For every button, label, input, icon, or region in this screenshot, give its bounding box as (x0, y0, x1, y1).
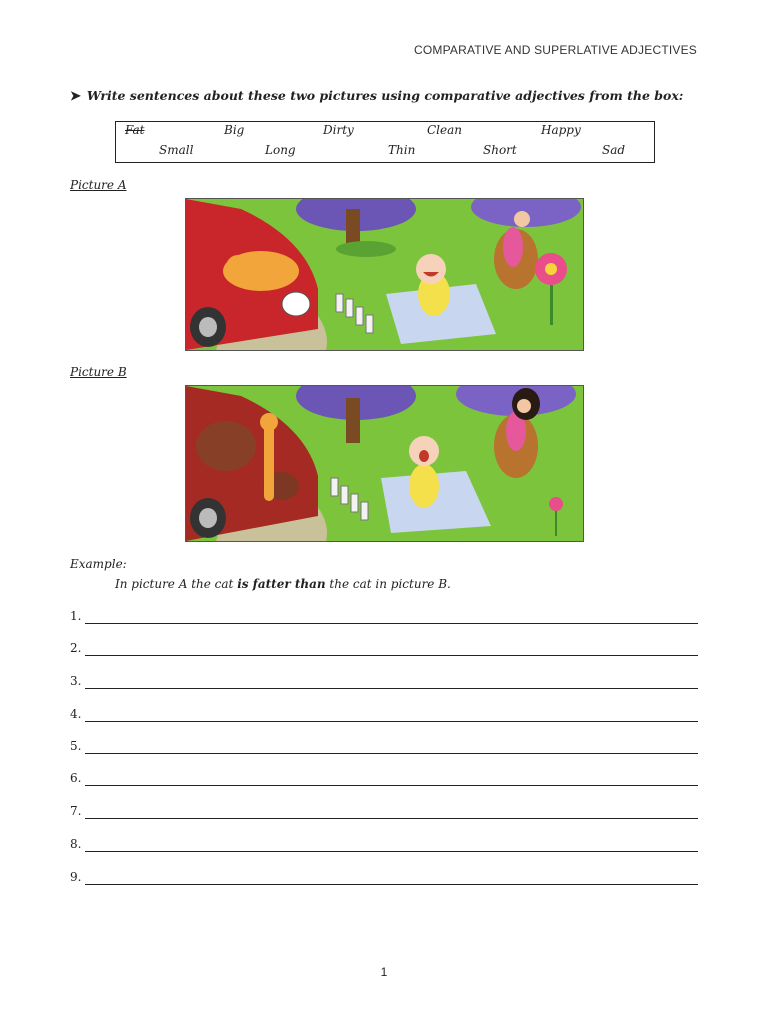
answer-rule (85, 623, 698, 624)
answer-rule (85, 785, 698, 786)
word-sad: Sad (602, 143, 626, 157)
answer-line-1[interactable] (70, 609, 698, 627)
instruction-text: Write sentences about these two pictures using comparative adjectives from the box: (86, 88, 684, 103)
answer-line-3[interactable] (70, 674, 698, 692)
answer-rule (85, 851, 698, 852)
instruction (70, 88, 683, 104)
page-number: 1 (380, 965, 388, 979)
answer-number: 6. (70, 771, 82, 785)
picture-a-label: Picture A (70, 178, 127, 192)
answer-line-8[interactable] (70, 837, 698, 855)
answer-rule (85, 655, 698, 656)
answer-rule (85, 818, 698, 819)
word-long: Long (265, 143, 296, 157)
word-thin: Thin (388, 143, 416, 157)
example-bold: is fatter than (237, 577, 326, 591)
answer-number: 2. (70, 641, 82, 655)
answer-line-6[interactable] (70, 771, 698, 789)
answer-line-4[interactable] (70, 707, 698, 725)
answer-line-5[interactable] (70, 739, 698, 757)
answer-line-9[interactable] (70, 870, 698, 888)
answer-number: 1. (70, 609, 82, 623)
answer-line-7[interactable] (70, 804, 698, 822)
answer-number: 3. (70, 674, 82, 688)
arrow-bullet-icon: ➤ (70, 89, 81, 104)
word-short: Short (483, 143, 517, 157)
word-fat: Fat (125, 123, 145, 137)
answer-rule (85, 721, 698, 722)
example-sentence (115, 577, 451, 591)
word-happy: Happy (541, 123, 581, 137)
word-big: Big (224, 123, 245, 137)
picture-a (185, 198, 584, 351)
picture-b-label: Picture B (70, 365, 127, 379)
answer-number: 9. (70, 870, 82, 884)
answer-number: 8. (70, 837, 82, 851)
answer-rule (85, 753, 698, 754)
word-box (115, 121, 655, 163)
answer-number: 5. (70, 739, 82, 753)
example-label: Example: (70, 557, 127, 571)
word-small: Small (159, 143, 194, 157)
word-clean: Clean (427, 123, 463, 137)
answer-rule (85, 884, 698, 885)
example-after: the cat in picture B. (325, 577, 451, 591)
answer-number: 4. (70, 707, 82, 721)
page-header: COMPARATIVE AND SUPERLATIVE ADJECTIVES (414, 43, 697, 57)
example-before: In picture A the cat (115, 577, 238, 591)
answer-number: 7. (70, 804, 82, 818)
answer-line-2[interactable] (70, 641, 698, 659)
picture-b (185, 385, 584, 542)
answer-rule (85, 688, 698, 689)
word-dirty: Dirty (323, 123, 354, 137)
